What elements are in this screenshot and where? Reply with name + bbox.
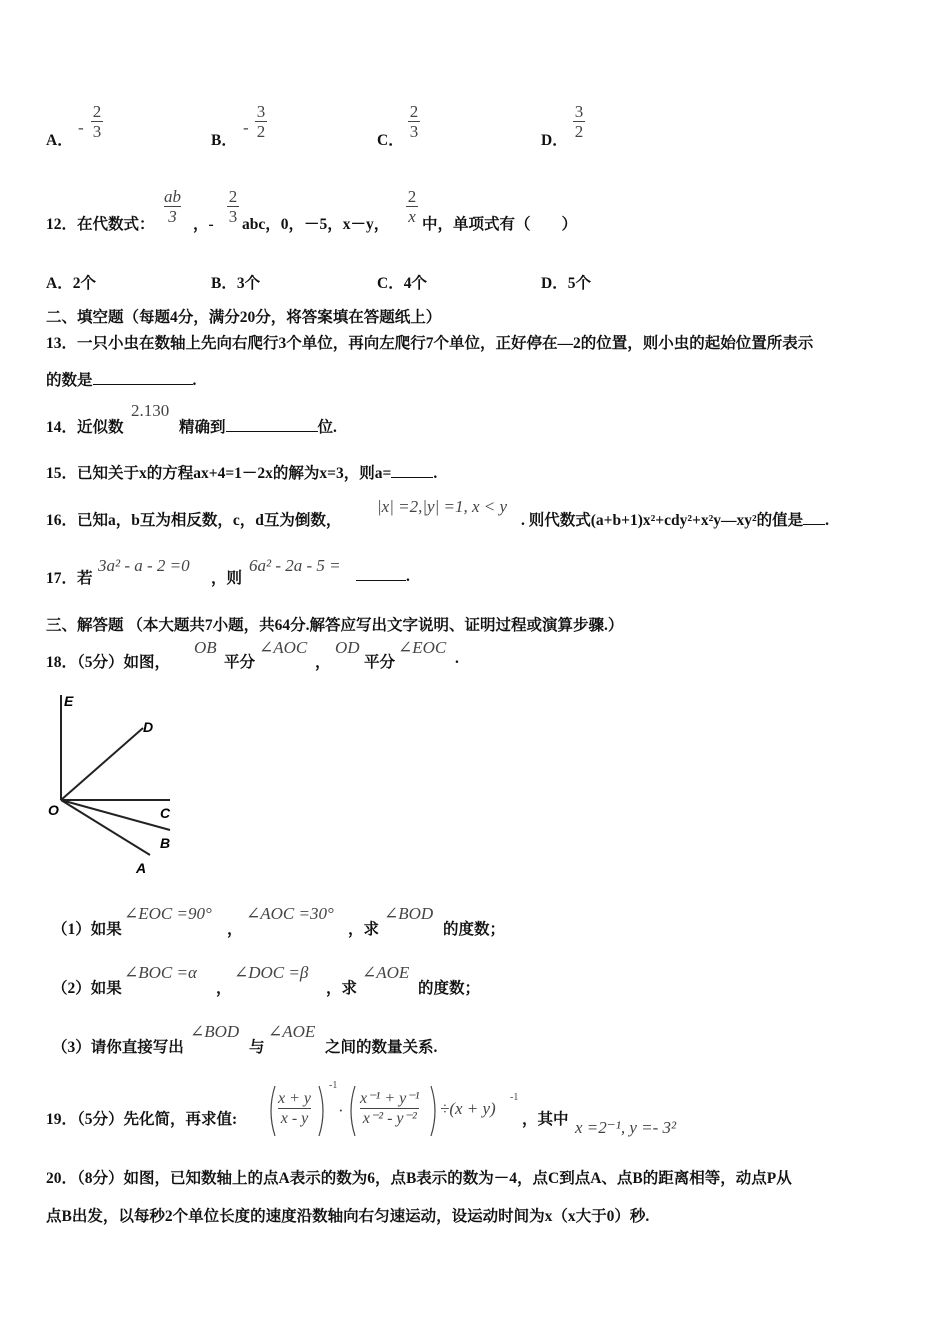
- q18-ray-ob: OB: [194, 638, 217, 657]
- question-15: [46, 461, 437, 483]
- q20-line1: 20．（8分）如图，已知数轴上的点A表示的数为6，点B表示的数为－4，点C到点A、点B的距离相等，动点P从: [46, 1170, 792, 1187]
- option-label: A．: [46, 132, 73, 149]
- q15-text: 15．已知关于x的方程ax+4=1－2x的解为x=3，则a=: [46, 465, 392, 482]
- fraction-ab-3: [164, 187, 181, 226]
- fraction-2-x: [406, 187, 418, 226]
- part1-t3: ，求: [348, 921, 380, 938]
- q12-option-a: A．2个: [46, 275, 96, 292]
- numerator: 2: [92, 102, 102, 121]
- option-label: C．: [377, 132, 404, 149]
- fraction-2-3: [227, 187, 239, 226]
- denominator: 2: [256, 122, 266, 141]
- option-label: B．: [211, 132, 237, 149]
- part3-m2: ∠AOE: [268, 1022, 316, 1041]
- paren-right-2: [428, 1084, 440, 1138]
- exponent-2: -1: [510, 1092, 519, 1103]
- q17-equation: 3a² - a - 2 =0: [98, 556, 190, 575]
- q17-prefix: 17．若: [46, 570, 93, 587]
- q16-suffix-text: . 则代数式(a+b+1)x²+cdy²+x²y—xy²的值是: [521, 512, 804, 529]
- q19-suffix: ，其中: [522, 1111, 569, 1128]
- part3-t1: （3）请你直接写出: [52, 1039, 184, 1056]
- q19-prefix: 19．（5分）先化简，再求值:: [46, 1111, 238, 1128]
- q14-mid-text: 精确到: [179, 419, 226, 436]
- fraction-xy: [278, 1089, 311, 1128]
- paren-left-1: [266, 1084, 278, 1138]
- numerator: 2: [228, 187, 238, 206]
- part3-t2: 与: [249, 1039, 265, 1056]
- part2-t1: （2）如果: [52, 980, 122, 997]
- q16-prefix: 16．已知a，b互为相反数，c，d互为倒数，: [46, 512, 342, 529]
- part1-t2: ，: [227, 921, 243, 938]
- q15-period: .: [433, 465, 438, 482]
- q18-bisects-2: 平分: [364, 654, 396, 671]
- angle-figure: [40, 690, 190, 880]
- fraction: [255, 102, 267, 141]
- q13-period: .: [192, 372, 197, 389]
- fraction: [91, 102, 103, 141]
- fraction-inverse: [360, 1089, 419, 1128]
- denominator: 3: [92, 122, 102, 141]
- multiply-dot: ·: [338, 1101, 344, 1120]
- q20-line2: 点B出发，以每秒2个单位长度的速度沿数轴向右匀速运动，设运动时间为x（x大于0）秒.: [46, 1208, 650, 1225]
- denominator: x: [408, 207, 416, 226]
- denominator: x⁻² - y⁻²: [362, 1110, 417, 1127]
- part2-t2: ，: [216, 980, 232, 997]
- numerator: 2: [407, 187, 417, 206]
- option-label: D．: [541, 132, 568, 149]
- ray-oa: [61, 800, 150, 855]
- label-c: C: [160, 805, 171, 821]
- q14-end-text: 位.: [317, 419, 337, 436]
- answer-blank: [391, 463, 433, 478]
- part2-t3: ，求: [326, 980, 358, 997]
- sign: -: [243, 118, 249, 137]
- q18-comma: ，: [315, 654, 331, 671]
- q17-mid: ，则: [211, 570, 243, 587]
- q16-period: .: [825, 512, 829, 529]
- numerator: 2: [409, 102, 419, 121]
- q12-option-c: C．4个: [377, 275, 427, 292]
- q16-suffix: [521, 508, 829, 530]
- q12-option-b: B．3个: [211, 275, 261, 292]
- answer-blank: [93, 370, 193, 385]
- denominator: 3: [168, 207, 177, 226]
- ray-ob: [61, 800, 170, 830]
- q12-suffix: 中，单项式有（ ）: [422, 216, 578, 233]
- q16-condition: |x| =2,|y| =1, x < y: [377, 497, 508, 516]
- fraction: [408, 102, 420, 141]
- part1-m1: ∠EOC =90°: [124, 904, 212, 923]
- numerator: x + y: [278, 1090, 311, 1107]
- q18-bisects-1: 平分: [224, 654, 256, 671]
- part3-m1: ∠BOD: [190, 1022, 240, 1041]
- part1-t4: 的度数；: [443, 921, 506, 938]
- part3-t3: 之间的数量关系.: [325, 1039, 438, 1056]
- part2-m3: ∠AOE: [362, 963, 410, 982]
- paren-left-2: [346, 1084, 358, 1138]
- numerator: 3: [256, 102, 266, 121]
- q17-answer: [356, 566, 410, 586]
- divide-term: ÷(x + y): [440, 1099, 496, 1118]
- denominator: 2: [574, 122, 584, 141]
- q18-ray-od: OD: [335, 638, 360, 657]
- exponent-1: -1: [329, 1080, 338, 1091]
- answer-blank: [803, 510, 825, 525]
- part2-m2: ∠DOC =β: [234, 963, 309, 982]
- part1-m3: ∠BOD: [384, 904, 434, 923]
- part2-t4: 的度数；: [418, 980, 481, 997]
- fraction: [573, 102, 585, 141]
- label-b: B: [160, 835, 171, 851]
- label-e: E: [64, 693, 74, 709]
- q17-period: .: [406, 568, 410, 585]
- section-3-heading: 三、解答题 （本大题共7小题，共64分.解答应写出文字说明、证明过程或演算步骤.）: [46, 617, 624, 634]
- q18-angle-aoc: ∠AOC: [259, 638, 308, 657]
- q19-condition: x =2⁻¹, y =- 3²: [575, 1118, 677, 1137]
- q14-prefix: 14．近似数: [46, 419, 124, 436]
- denominator: 3: [409, 122, 419, 141]
- paren-right-1: [316, 1084, 328, 1138]
- numerator: 3: [574, 102, 584, 121]
- answer-blank: [226, 417, 318, 432]
- q12-prefix: 12．在代数式：: [46, 216, 155, 233]
- answer-blank: [356, 566, 406, 581]
- q12-rest: abc，0，－5，x－y，: [242, 216, 390, 233]
- part2-m1: ∠BOC =α: [124, 963, 197, 982]
- part1-m2: ∠AOC =30°: [246, 904, 334, 923]
- q17-expression: 6a² - 2a - 5 =: [249, 556, 341, 575]
- part1-t1: （1）如果: [52, 921, 122, 938]
- q14-number: 2.130: [131, 401, 170, 420]
- section-2-heading: 二、填空题（每题4分，满分20分，将答案填在答题纸上）: [46, 309, 442, 326]
- denominator: 3: [228, 207, 238, 226]
- numerator: x⁻¹ + y⁻¹: [360, 1090, 420, 1107]
- sign: -: [78, 118, 84, 137]
- label-o: O: [48, 802, 59, 818]
- q13-line2: [46, 368, 196, 390]
- label-d: D: [143, 719, 154, 735]
- label-a: A: [136, 860, 147, 876]
- q18-angle-eoc: ∠EOC: [398, 638, 447, 657]
- q12-option-d: D．5个: [541, 275, 591, 292]
- ray-od: [61, 728, 143, 800]
- q13-line1: 13．一只小虫在数轴上先向右爬行3个单位，再向左爬行7个单位，正好停在—2的位置，则小虫的起始位置所表示: [46, 335, 814, 352]
- q18-period: .: [455, 650, 459, 667]
- q13-text: 的数是: [46, 372, 93, 389]
- denominator: x - y: [280, 1110, 309, 1127]
- q12-sep: ，-: [193, 216, 214, 233]
- q18-prefix: 18．（5分）如图，: [46, 654, 171, 671]
- q14-mid: [179, 415, 337, 437]
- numerator: ab: [164, 187, 181, 206]
